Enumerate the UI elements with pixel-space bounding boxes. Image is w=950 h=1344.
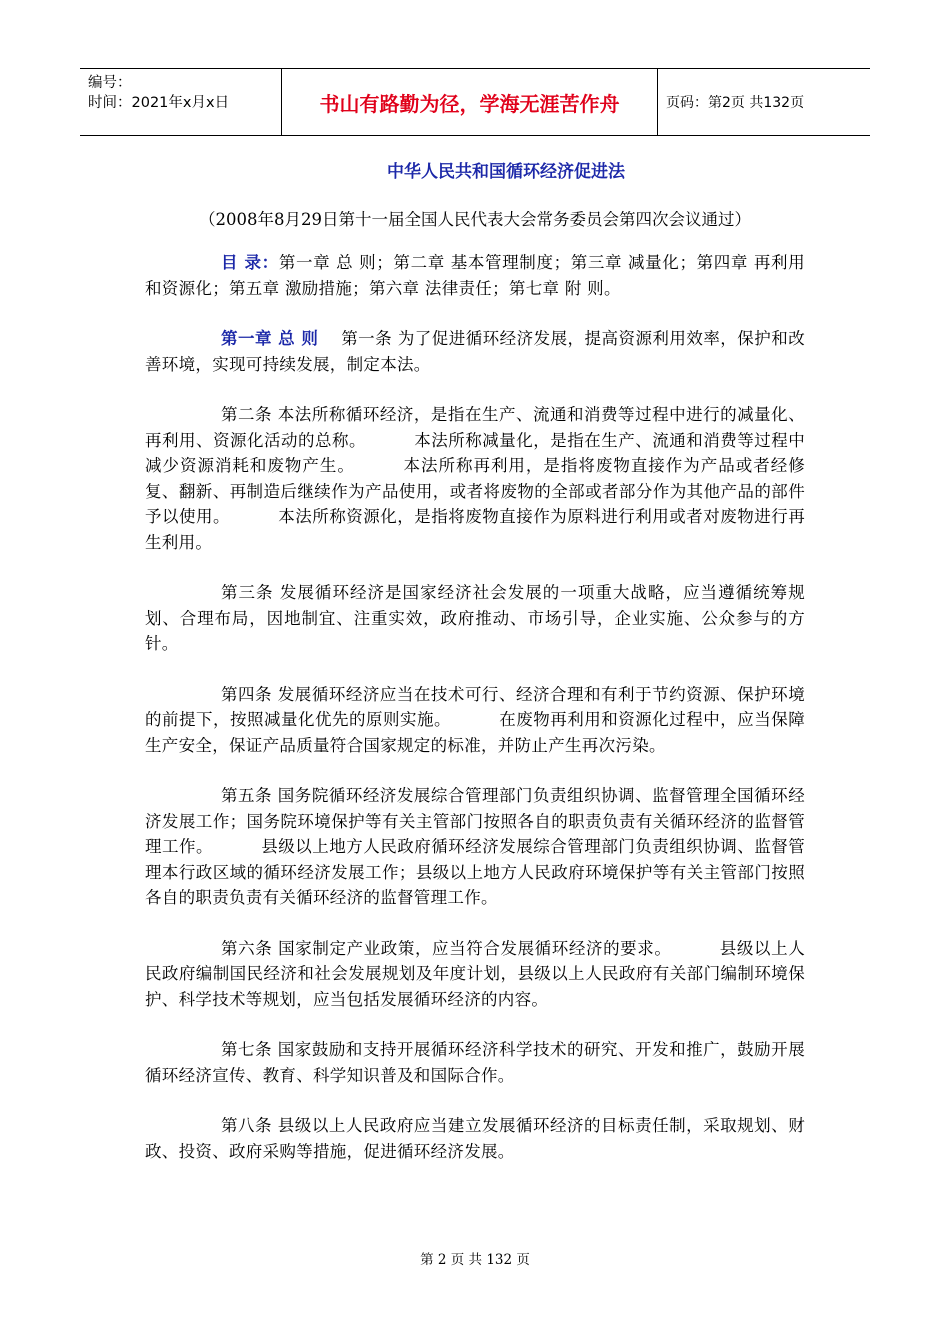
article-2-part-a: 第二条 本法所称循环经济，是指在生产、流通和消费等过程中进行的减量化、再利用、资源化活动的总称。 (145, 405, 805, 450)
chapter-1-heading: 第一章 总 则 (221, 329, 319, 348)
page-header (80, 68, 870, 136)
header-meta (80, 69, 282, 135)
article-8: 第八条 县级以上人民政府应当建立发展循环经济的目标责任制，采取规划、财政、投资、政府采购等措施，促进循环经济发展。 (145, 1116, 805, 1161)
table-of-contents (145, 250, 805, 301)
article-1 (145, 326, 805, 377)
article-2-part-c: 本法所称再利用，是指将废物直接作为产品或者经修复、翻新、再制造后继续作为产品使用，或者将废物的全部或者部分作为其他产品的部件予以使用。 (145, 456, 805, 526)
article-5-part-a: 第五条 国务院循环经济发展综合管理部门负责组织协调、监督管理全国循环经济发展工作；国务院环境保护等有关主管部门按照各自的职责负责有关循环经济的监督管理工作。 (145, 786, 805, 856)
number-label: 编号： (88, 75, 132, 91)
document-subtitle: （2008年8月29日第十一届全国人民代表大会常务委员会第四次会议通过） (199, 210, 751, 229)
toc-text: 第一章 总 则；第二章 基本管理制度；第三章 减量化；第四章 再利用和资源化；第五章 激励措施；第六章 法律责任；第七章 附 则。 (145, 253, 805, 298)
article-7: 第七条 国家鼓励和支持开展循环经济科学技术的研究、开发和推广，鼓励开展循环经济宣传、教育、科学知识普及和国际合作。 (145, 1040, 805, 1085)
article-5-part-b: 县级以上地方人民政府循环经济发展综合管理部门负责组织协调、监督管理本行政区域的循环经济发展工作；县级以上地方人民政府环境保护等有关主管部门按照各自的职责负责有关循环经济的监督管理工作。 (145, 837, 805, 907)
document-title: 中华人民共和国循环经济促进法 (387, 162, 625, 182)
article-1-text: 第一条 为了促进循环经济发展，提高资源利用效率，保护和改善环境，实现可持续发展，制定本法。 (145, 329, 805, 374)
article-2-part-d: 本法所称资源化，是指将废物直接作为原料进行利用或者对废物进行再生利用。 (145, 507, 805, 552)
time-label: 时间：2021年x月x日 (88, 95, 230, 111)
toc-label: 目 录： (221, 253, 279, 272)
article-4 (145, 682, 805, 759)
article-2-part-b: 本法所称减量化，是指在生产、流通和消费等过程中减少资源消耗和废物产生。 (145, 430, 805, 475)
header-page-label: 页码：第2页 共132页 (666, 95, 805, 111)
document-body (145, 160, 805, 1189)
page-footer: 第 2 页 共 132 页 (420, 1252, 530, 1268)
article-3: 第三条 发展循环经济是国家经济社会发展的一项重大战略，应当遵循统筹规划、合理布局，因地制宜、注重实效，政府推动、市场引导，企业实施、公众参与的方针。 (145, 583, 805, 653)
header-motto: 书山有路勤为径，学海无涯苦作舟 (282, 69, 658, 135)
article-5 (145, 783, 805, 911)
article-6-part-b: 县级以上人民政府编制国民经济和社会发展规划及年度计划，县级以上人民政府有关部门编制环境保护、科学技术等规划，应当包括发展循环经济的内容。 (145, 938, 805, 1009)
article-6 (145, 936, 805, 1013)
article-4-part-a: 第四条 发展循环经济应当在技术可行、经济合理和有利于节约资源、保护环境的前提下，按照减量化优先的原则实施。 (145, 684, 805, 729)
article-6-part-a: 第六条 国家制定产业政策，应当符合发展循环经济的要求。 (221, 938, 672, 958)
article-4-part-b: 在废物再利用和资源化过程中，应当保障生产安全，保证产品质量符合国家规定的标准，并防止产生再次污染。 (145, 710, 805, 755)
article-2 (145, 402, 805, 555)
